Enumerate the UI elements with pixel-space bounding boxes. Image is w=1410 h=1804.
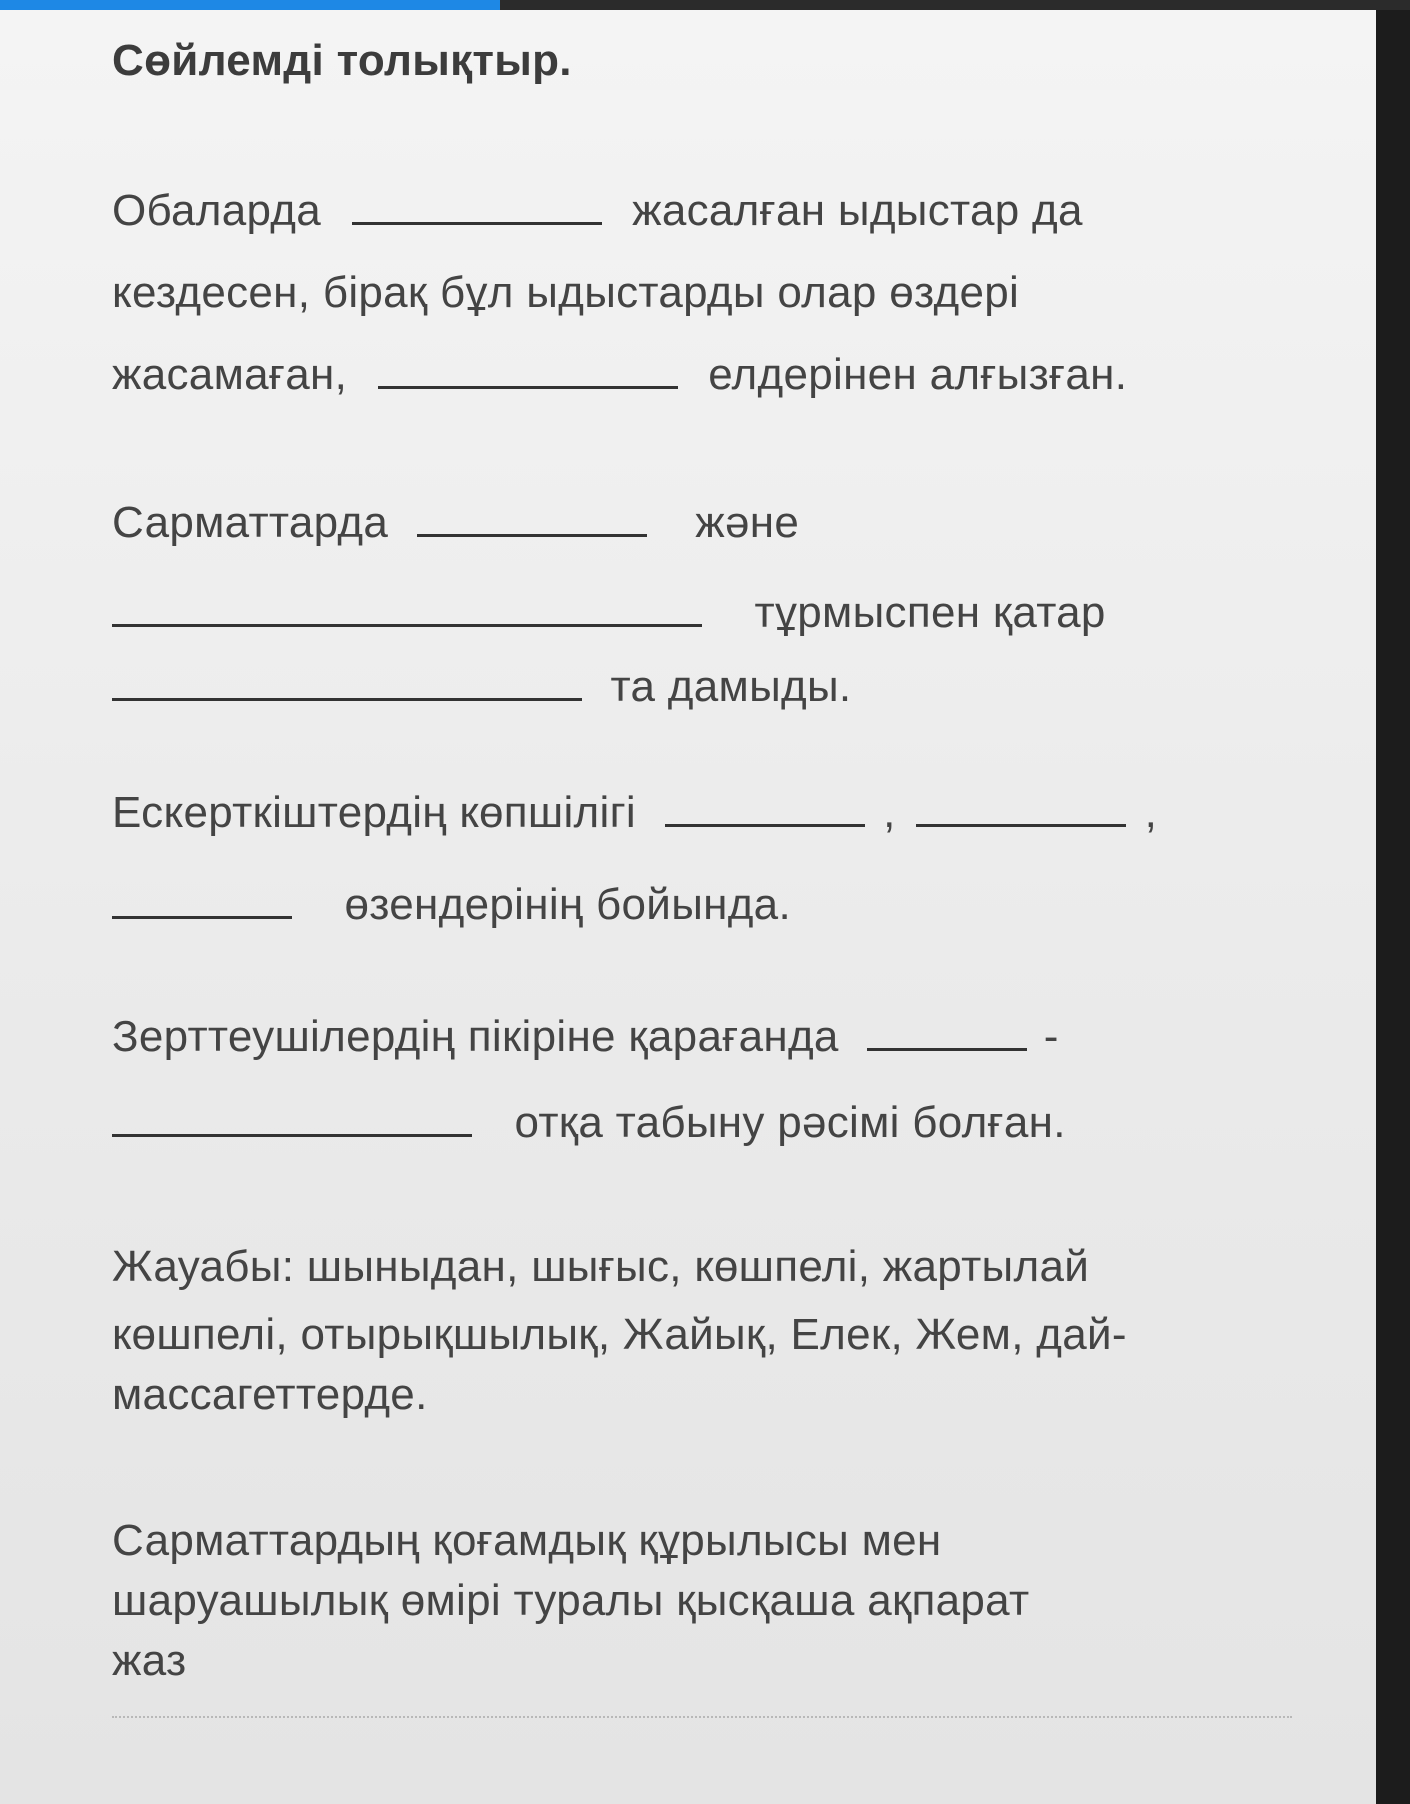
blank-field[interactable] xyxy=(378,380,678,389)
blank-field[interactable] xyxy=(112,910,292,919)
q4-text-b: отқа табыну рәсімі болған. xyxy=(514,1098,1066,1147)
q2-text-c: тұрмыспен қатар xyxy=(754,588,1106,637)
blank-field[interactable] xyxy=(112,1128,472,1137)
blank-field[interactable] xyxy=(417,528,647,537)
q3-line1 xyxy=(112,788,1157,838)
top-accent xyxy=(0,0,500,10)
q1-line1 xyxy=(112,186,1083,236)
q3-text-b: өзендерінің бойында. xyxy=(344,880,791,929)
q3-text-a: Ескерткіштердің көпшілігі xyxy=(112,788,637,837)
blank-field[interactable] xyxy=(665,818,865,827)
blank-field[interactable] xyxy=(112,618,702,627)
q2-line2 xyxy=(112,588,1106,638)
answer-line-dotted[interactable] xyxy=(112,1716,1292,1718)
q2-text-a: Сарматтарда xyxy=(112,498,389,547)
blank-field[interactable] xyxy=(916,818,1126,827)
q1-text-a: Обаларда xyxy=(112,186,322,235)
worksheet-title: Сөйлемді толықтыр. xyxy=(112,36,572,85)
task-line1: Сарматтардың қоғамдық құрылысы мен xyxy=(112,1516,942,1565)
blank-field[interactable] xyxy=(867,1042,1027,1051)
q2-line3 xyxy=(112,662,851,712)
q2-line1 xyxy=(112,498,799,548)
answers-line3: массагеттерде. xyxy=(112,1370,428,1419)
q2-text-b: және xyxy=(695,498,800,547)
q1-line2: кездесен, бірақ бұл ыдыстарды олар өздері xyxy=(112,268,1020,317)
answers-line1: Жауабы: шыныдан, шығыс, көшпелі, жартылай xyxy=(112,1242,1090,1291)
q4-line1 xyxy=(112,1012,1059,1062)
q1-text-c: жасамаған, xyxy=(112,350,348,399)
q3-line2 xyxy=(112,880,791,930)
task-line2: шаруашылық өмірі туралы қысқаша ақпарат xyxy=(112,1576,1030,1625)
q4-dash: - xyxy=(1043,1012,1059,1061)
screen-edge xyxy=(1376,10,1410,1804)
blank-field[interactable] xyxy=(112,692,582,701)
q1-text-d: елдерінен алғызған. xyxy=(708,350,1128,399)
q1-text-b: жасалған ыдыстар да xyxy=(632,186,1083,235)
q2-text-d: та дамыды. xyxy=(610,662,852,711)
q4-text-a: Зерттеушілердің пікіріне қарағанда xyxy=(112,1012,839,1061)
q3-sep-1: , xyxy=(883,788,896,837)
q1-line3 xyxy=(112,350,1127,400)
answers-line2: көшпелі, отырықшылық, Жайық, Елек, Жем, дай- xyxy=(112,1310,1127,1359)
blank-field[interactable] xyxy=(352,216,602,225)
task-line3: жаз xyxy=(112,1636,187,1685)
q3-sep-2: , xyxy=(1144,788,1158,837)
q4-line2 xyxy=(112,1098,1066,1148)
